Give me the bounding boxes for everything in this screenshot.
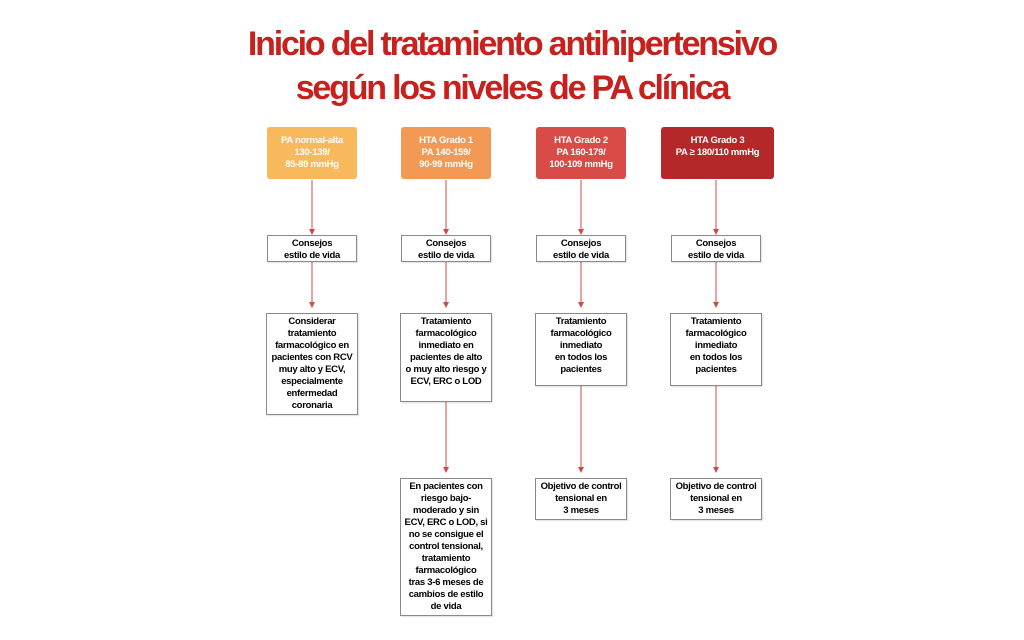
treatment-box-col1: Considerar tratamiento farmacológico en pacientes con RCV muy alto y ECV, especialmente enfermedad coronaria (266, 313, 358, 415)
lifestyle-box-col1: Consejos estilo de vida (267, 235, 357, 262)
header-hta-grado-2: HTA Grado 2 PA 160-179/ 100-109 mmHg (536, 127, 626, 179)
followup-box-col3: Objetivo de control tensional en 3 meses (535, 478, 627, 520)
header-hta-grado-3: HTA Grado 3 PA ≥ 180/110 mmHg (661, 127, 774, 179)
lifestyle-box-col4: Consejos estilo de vida (671, 235, 761, 262)
followup-box-col4: Objetivo de control tensional en 3 meses (670, 478, 762, 520)
lifestyle-box-col3: Consejos estilo de vida (536, 235, 626, 262)
treatment-box-col3: Tratamiento farmacológico inmediato en todos los pacientes (535, 313, 627, 386)
treatment-box-col4: Tratamiento farmacológico inmediato en todos los pacientes (670, 313, 762, 386)
lifestyle-box-col2: Consejos estilo de vida (401, 235, 491, 262)
treatment-box-col2: Tratamiento farmacológico inmediato en pacientes de alto o muy alto riesgo y ECV, ERC o LOD (400, 313, 492, 402)
followup-box-col2: En pacientes con riesgo bajo- moderado y sin ECV, ERC o LOD, si no se consigue el control tensional, tratamiento farmacológico tras 3-6 meses de cambios de estilo de vida (400, 478, 492, 616)
title-line-1: Inicio del tratamiento antihipertensivo (247, 25, 777, 63)
title-line-2: según los niveles de PA clínica (295, 69, 729, 107)
header-pa-normal-alta: PA normal-alta 130-139/ 85-89 mmHg (267, 127, 357, 179)
header-hta-grado-1: HTA Grado 1 PA 140-159/ 90-99 mmHg (401, 127, 491, 179)
